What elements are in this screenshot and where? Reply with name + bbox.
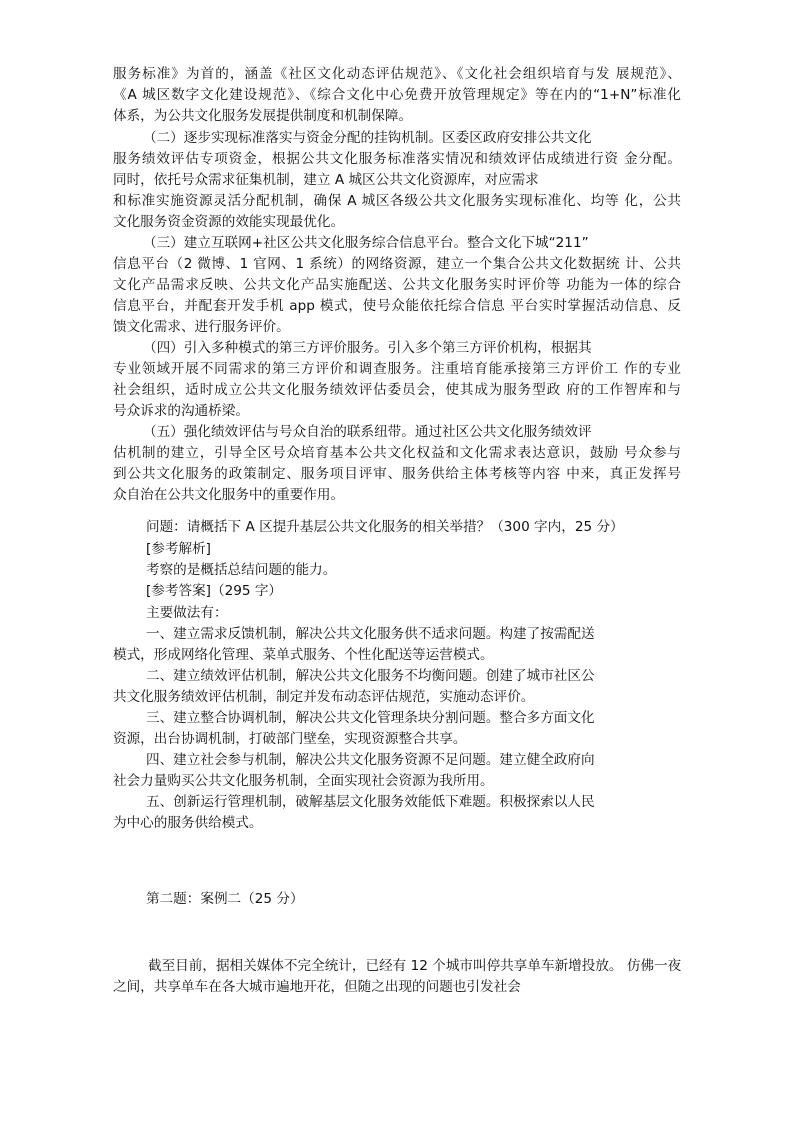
body-line: 到公共文化服务的政策制定、服务项目评审、服务供给主体考核等内容 中来，真正发挥号 xyxy=(113,466,681,482)
answer-line: 二、建立绩效评估机制，解决公共文化服务不均衡问题。创建了城市社区公 xyxy=(146,668,595,684)
body-line: 文化服务资金资源的效能实现最优化。 xyxy=(113,214,345,230)
answer-line: 一、建立需求反馈机制，解决公共文化服务供不适求问题。构建了按需配送 xyxy=(146,626,595,642)
section-heading: 第二题：案例二（25 分） xyxy=(146,891,304,907)
case-line: 之间，共享单车在各大城市遍地开花，但随之出现的问题也引发社会 xyxy=(113,979,521,995)
section-item-heading: （三）建立互联网+社区公共文化服务综合信息平台。整合文化下城“211” xyxy=(143,235,589,251)
answer-line: 为中心的服务供给模式。 xyxy=(113,815,263,831)
section-item-heading: （四）引入多种模式的第三方评价服务。引入多个第三方评价机构，根据其 xyxy=(143,340,592,356)
section-item-heading: （五）强化绩效评估与号众自治的联系纽带。通过社区公共文化服务绩效评 xyxy=(143,424,592,440)
body-line: 信息平台（2 微博、1 官网、1 系统）的网络资源，建立一个集合公共文化数据统 计、公共 xyxy=(113,256,681,272)
body-line: 馈文化需求、进行服务评价。 xyxy=(113,319,290,335)
body-line: 号众诉求的沟通桥梁。 xyxy=(113,403,249,419)
body-line: 文化产品需求反映、公共文化产品实施配送、公共文化服务实时评价等 功能为一体的综合 xyxy=(113,277,681,293)
body-line: 《A 城区数字文化建设规范》、《综合文化中心免费开放管理规定》等在内的“1+N”标准化 xyxy=(113,87,681,103)
answer-line: 社会力量购买公共文化服务机制，全面实现社会资源为我所用。 xyxy=(113,773,494,789)
body-line: 服务标准》为首的，涵盖《社区文化动态评估规范》、《文化社会组织培育与发 展规范》、 xyxy=(113,66,681,82)
body-line: 众自治在公共文化服务中的重要作用。 xyxy=(113,487,345,503)
answer-line: 四、建立社会参与机制，解决公共文化服务资源不足问题。建立健全政府向 xyxy=(146,752,595,768)
body-line: 专业领域开展不同需求的第三方评价和调查服务。注重培育能承接第三方评价工 作的专业 xyxy=(113,361,681,377)
answer-line: 资源，出台协调机制，打破部门壁垒，实现资源整合共享。 xyxy=(113,731,467,747)
analysis-label: [参考解析] xyxy=(146,541,211,557)
analysis-text: 考察的是概括总结问题的能力。 xyxy=(146,562,337,578)
answer-label: [参考答案]（295 字） xyxy=(146,583,283,599)
body-line: 服务绩效评估专项资金，根据公共文化服务标准落实情况和绩效评估成绩进行资 金分配。 xyxy=(113,151,681,167)
body-line: 同时，依托号众需求征集机制，建立 A 城区公共文化资源库，对应需求 xyxy=(113,172,539,188)
body-line: 和标准实施资源灵活分配机制，确保 A 城区各级公共文化服务实现标准化、均等 化，公共 xyxy=(113,193,681,209)
question-prompt: 问题：请概括下 A 区提升基层公共文化服务的相关举措？（300 字内，25 分） xyxy=(146,519,624,535)
section-item-heading: （二）逐步实现标准落实与资金分配的挂钩机制。区委区政府安排公共文化 xyxy=(143,130,592,146)
case-line: 截至目前，据相关媒体不完全统计，已经有 12 个城市叫停共享单车新增投放。 仿佛一夜 xyxy=(148,958,682,974)
body-line: 估机制的建立，引导全区号众培育基本公共文化权益和文化需求表达意识，鼓励 号众参与 xyxy=(113,445,681,461)
body-line: 信息平台，并配套开发手机 app 模式，使号众能依托综合信息 平台实时掌握活动信息、反 xyxy=(113,298,681,314)
body-line: 社会组织，适时成立公共文化服务绩效评估委员会，使其成为服务型政 府的工作智库和与 xyxy=(113,382,681,398)
answer-line: 共文化服务绩效评估机制，制定并发布动态评估规范，实施动态评价。 xyxy=(113,689,535,705)
body-line: 体系，为公共文化服务发展提供制度和机制保障。 xyxy=(113,108,413,124)
answer-line: 五、创新运行管理机制，破解基层文化服务效能低下难题。积极探索以人民 xyxy=(146,794,595,810)
answer-line: 模式，形成网络化管理、菜单式服务、个性化配送等运营模式。 xyxy=(113,647,494,663)
answer-line: 三、建立整合协调机制，解决公共文化管理条块分割问题。整合多方面文化 xyxy=(146,710,595,726)
answer-intro: 主要做法有： xyxy=(146,605,228,621)
